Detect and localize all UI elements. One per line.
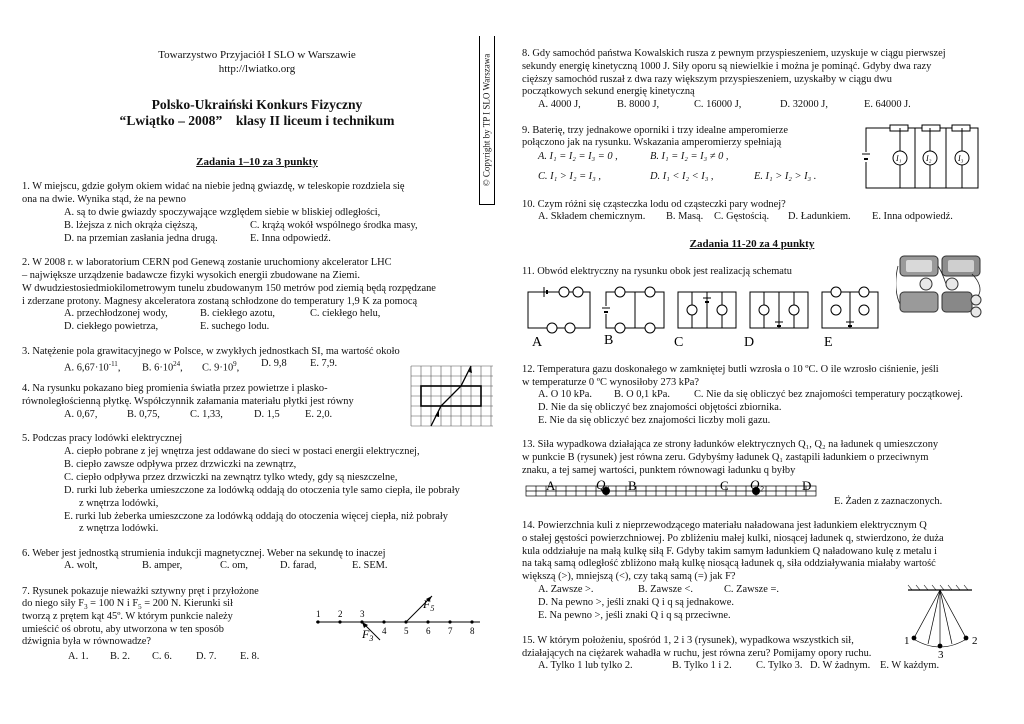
schematic-d (750, 292, 808, 328)
copyright-box (479, 36, 495, 205)
q6-option-a: A. wolt, (64, 560, 98, 571)
q11-text-1: 11. Obwód elektryczny na rysunku obok jest realizacją schematu (522, 266, 792, 277)
battery-bottom-right (942, 292, 972, 312)
q14-option-b: B. Zawsze <. (638, 584, 693, 595)
section-heading-2: Zadania 11-20 za 4 punkty (689, 238, 815, 250)
point-c-label: C (720, 478, 729, 493)
q5-option-d: D. rurki lub żeberka umieszczone za lodówką oddają do otoczenia tyle samo ciepła, ile pobrały (64, 485, 460, 496)
q14-text-3: kula oddziałuje na małą kulkę siłą F. Gdyby takim samym ładunkiem Q naładowano kulę z metalu i (522, 546, 937, 557)
point-label-1: 1 (316, 609, 321, 619)
q15-text-1: 15. W którym położeniu, spośród 1, 2 i 3 (rysunek), wypadkowa wszystkich sił, (522, 635, 854, 646)
force-f3-label: $F_3$ (362, 627, 374, 643)
q8-text-1: 8. Gdy samochód państwa Kowalskich rusza z pewnym przyspieszeniem, uzyskuje w ciągu pierwszej (522, 48, 946, 59)
bulb-1 (920, 278, 932, 290)
q8-option-c: C. 16000 J, (694, 99, 742, 110)
q2-option-d: D. ciekłego powietrza, (64, 321, 159, 332)
contest-title: Polsko-Ukraiński Konkurs Fizyczny (151, 97, 363, 112)
q8-text-3: cięższy samochód ruszał z dwa razy większym przyspieszeniem, uzyskałby w ciągu dwu (522, 74, 892, 85)
q5-option-d-cont: z wnętrza lodówki, (79, 498, 159, 509)
q9-text-1: 9. Baterię, trzy jednakowe oporniki i trzy idealne amperomierze (522, 125, 789, 136)
point-b-label: B (628, 478, 637, 493)
q15-option-b: B. Tylko 1 i 2. (672, 660, 732, 671)
q7-text-5: dźwignia była w równowadze? (22, 636, 151, 647)
section-heading-1: Zadania 1–10 za 3 punkty (196, 156, 318, 168)
q2-option-b: B. ciekłego azotu, (200, 308, 276, 319)
q15-text-2: działających na ciężarek wahadła w ruchu, jest równa zeru? Pomijamy opory ruchu. (522, 648, 872, 659)
q7-text-3: tworzą z prętem kąt 45º. W którym punkcie należy (22, 611, 233, 622)
q14-text-4: na taką samą odległość zbliżono małą kulkę niosącą ładunek q, siła oddziaływania miałaby wartość (522, 558, 936, 569)
q1-option-d: D. na przemian zasłania jedna drugą. (64, 233, 218, 244)
q15-option-a: A. Tylko 1 lub tylko 2. (538, 660, 633, 671)
real-circuit-photo (896, 252, 984, 326)
q9-option-e: E. I₁ > I₂ > I₃ . (754, 171, 817, 182)
q14-text-5: większą (>), mniejszą (<), czy taką samą (=) jak F? (522, 571, 736, 582)
q4-option-b: B. 0,75, (127, 409, 160, 420)
q8-text-2: sekundy energię kinetyczną 1000 J. Siły oporu są niewielkie i można je pominąć. Gdyby dwa razy (522, 61, 932, 72)
q9-option-b: B. I₁ = I₂ = I₃ ≠ 0 , (650, 151, 729, 162)
q13-option-e: E. Żaden z zaznaczonych. (834, 496, 943, 507)
schematic-a (528, 287, 590, 333)
q4-text-2: równoległościenną płytkę. Współczynnik załamania materiału płytki jest równy (22, 396, 354, 407)
q4-option-c: C. 1,33, (190, 409, 223, 420)
q6-text-1: 6. Weber jest jednostką strumienia indukcji magnetycznej. Weber na sekundę to inaczej (22, 548, 386, 559)
org-name: Towarzystwo Przyjaciół I SLO w Warszawie (158, 49, 356, 61)
point-label-2: 2 (338, 609, 343, 619)
q2-text-3: W dwudziestosiedmiokilometrowym tunelu zbudowanym 150 metrów pod ziemią będą rozpędzane (22, 283, 436, 294)
q6-option-c: C. om, (220, 560, 249, 571)
q10-option-a: A. Składem chemicznym. (538, 211, 646, 222)
q5-option-e-cont: z wnętrza lodówki. (79, 523, 159, 534)
q6-option-b: B. amper, (142, 560, 183, 571)
schematic-b (602, 287, 664, 333)
resistor-2 (922, 125, 940, 131)
point-a-label: A (546, 478, 556, 493)
arrow-head-bottom (435, 410, 439, 417)
copyright-text: © Copyright by TP I SLO Warszawa (481, 53, 492, 187)
q2-label: Q₂ (750, 477, 764, 492)
point-label-3: 3 (360, 609, 365, 619)
org-url[interactable]: http://lwiatko.org (218, 63, 296, 75)
q12-option-d: D. Nie da się obliczyć bez znajomości objętości zbiornika. (538, 402, 782, 413)
q10-text-1: 10. Czym różni się cząsteczka lodu od cząsteczki pary wodnej? (522, 199, 786, 210)
q5-text-1: 5. Podczas pracy lodówki elektrycznej (22, 433, 183, 444)
position-label-2: 2 (972, 635, 978, 647)
q14-option-d: D. Na pewno >, jeśli znaki Q i q są jednakowe. (538, 597, 735, 608)
q2-option-a: A. przechłodzonej wody, (64, 308, 168, 319)
q14-text-1: 14. Powierzchnia kuli z nieprzewodzącego materiału naładowana jest ładunkiem elektrycznym Q (522, 520, 927, 531)
lever-figure (310, 592, 492, 644)
resistor-1 (890, 125, 908, 131)
pendulum-figure (894, 584, 986, 660)
ammeter-label-1: I₁ (896, 154, 902, 163)
q3-option-e: E. 7,9. (310, 358, 338, 369)
ammeter-label-2: I₂ (926, 154, 932, 163)
q10-option-b: B. Masą. (666, 211, 704, 222)
q12-option-a: A. O 10 kPa. (538, 389, 592, 400)
q5-option-b: B. ciepło zawsze odpływa przez drzwiczki na zewnątrz, (64, 459, 297, 470)
q9-text-2: połączono jak na rysunku. Wskazania amperomierzy spełniają (522, 137, 782, 148)
point-label-4: 4 (382, 626, 387, 636)
schematic-label-b: B (604, 333, 614, 348)
charge-grid (526, 486, 816, 496)
q5-option-c: C. ciepło odpływa przez drzwiczki na zewnątrz tylko wtedy, gdy są nieszczelne, (64, 472, 398, 483)
q7-text-1: 7. Rysunek pokazuje nieważki sztywny pręt i przyłożone (22, 586, 259, 597)
q1-label: Q₁ (596, 477, 610, 492)
q6-option-e: E. SEM. (352, 560, 388, 571)
q2-option-c: C. ciekłego helu, (310, 308, 381, 319)
q1-text-2: ona na dwie. Wynika stąd, że na pewno (22, 194, 186, 205)
q3-option-d: D. 9,8 (261, 358, 287, 369)
q1-option-b: B. lżejsza z nich okrąża cięższą, (64, 220, 198, 231)
q1-option-e: E. Inna odpowiedź. (250, 233, 331, 244)
q3-option-b: B. $6\cdot 10^{24}$, (142, 360, 183, 374)
point-label-8: 8 (470, 626, 475, 636)
position-label-3: 3 (938, 649, 944, 660)
position-label-1: 1 (904, 635, 910, 647)
q4-option-a: A. 0,67, (64, 409, 98, 420)
point-d-label: D (802, 478, 812, 493)
q12-option-c: C. Nie da się obliczyć bez znajomości temperatury początkowej. (694, 389, 963, 400)
q8-option-b: B. 8000 J, (617, 99, 660, 110)
q4-text-1: 4. Na rysunku pokazano bieg promienia światła przez powietrze i plasko- (22, 383, 328, 394)
q13-text-1: 13. Siła wypadkowa działająca ze strony ładunków elektrycznych Q₁, Q₂ na ładunek q umieszczony (522, 439, 939, 450)
point-label-5: 5 (404, 626, 409, 636)
q7-text-2: do niego siły $F_3 = 100$ N i $F_5 = 200$ N. Kierunki sił (22, 598, 233, 612)
refraction-grid-figure (409, 364, 495, 434)
bulb-2 (946, 278, 958, 290)
q10-option-c: C. Gęstością. (714, 211, 770, 222)
q1-option-c: C. krążą wokół wspólnego środka masy, (250, 220, 418, 231)
bob-position-3 (938, 644, 943, 649)
q12-option-e: E. Nie da się obliczyć bez znajomości liczby moli gazu. (538, 415, 771, 426)
bulb-4 (971, 307, 981, 317)
q7-option-b: B. 2. (110, 651, 130, 662)
q2-option-e: E. suchego lodu. (200, 321, 270, 332)
schematic-c (678, 292, 736, 328)
schematic-label-c: C (674, 335, 684, 350)
q8-option-a: A. 4000 J, (538, 99, 581, 110)
q7-text-4: umieścić oś obrotu, aby utworzona w ten sposób (22, 624, 225, 635)
q10-option-e: E. Inna odpowiedź. (872, 211, 953, 222)
q5-option-a: A. ciepło pobrane z jej wnętrza jest oddawane do sieci w postaci energii elektrycznej, (64, 446, 420, 457)
pendulum-strings (914, 590, 966, 646)
q2-text-1: 2. W 2008 r. w laboratorium CERN pod Genewą zostanie uruchomiony akcelerator LHC (22, 257, 392, 268)
point-label-6: 6 (426, 626, 431, 636)
q3-option-c: C. $9\cdot 10^9$, (202, 360, 240, 374)
q3-text-1: 3. Natężenie pola grawitacyjnego w Polsce, w zwykłych jednostkach SI, ma wartość około (22, 346, 400, 357)
q1-text-1: 1. W miejscu, gdzie gołym okiem widać na niebie jedną gwiazdę, w teleskopie rozdziela się (22, 181, 405, 192)
q1-option-a: A. są to dwie gwiazdy spoczywające względem siebie w bliskiej odległości, (64, 207, 381, 218)
bob-position-1 (912, 636, 917, 641)
q15-option-d: D. W żadnym. (810, 660, 871, 671)
q14-option-c: C. Zawsze =. (724, 584, 779, 595)
schematic-label-d: D (744, 335, 755, 350)
schematic-label-e: E (824, 335, 833, 350)
schematic-options-figure (522, 282, 882, 350)
q14-option-e: E. Na pewno >, jeśli znaki Q i q są przeciwne. (538, 610, 731, 621)
contest-subtitle: “Lwiątko – 2008” klasy II liceum i technikum (119, 113, 395, 128)
q8-option-d: D. 32000 J, (780, 99, 828, 110)
q13-text-3: znaku, a tej samej wartości, punktem równowagi ładunku q byłby (522, 465, 796, 476)
q5-option-e: E. rurki lub żeberka umieszczone za lodówką oddają do otoczenia więcej ciepła, niż pobrały (64, 511, 448, 522)
q13-text-2: w punkcie B (rysunek) jest równa zeru. Gdybyśmy ładunek Q₁ zastąpili ładunkiem o przeciwnym (522, 452, 929, 463)
q12-text-1: 12. Temperatura gazu doskonałego w zamkniętej butli wzrosła o 10 ºC. O ile wzrosło ciśnienie, jeśli (522, 364, 939, 375)
charge-line-figure (522, 476, 822, 500)
q7-option-c: C. 6. (152, 651, 172, 662)
q6-option-d: D. farad, (280, 560, 317, 571)
bulb-3 (971, 295, 981, 305)
ammeter-circuit-figure (860, 122, 986, 196)
q2-text-4: i zderzane protony. Magnesy akceleratora zostaną schłodzone do temperatury 1,9 K za pomocą (22, 296, 418, 307)
q7-option-a: A. 1. (68, 651, 89, 662)
q2-text-2: – największe urządzenie badawcze fizyki wysokich energii zbudowane na Ziemi. (22, 270, 360, 281)
q8-text-4: początkowych sekund energię kinetyczną (522, 86, 695, 97)
force-f5-label: $F_5$ (423, 597, 435, 613)
q4-option-e: E. 2,0. (305, 409, 333, 420)
q7-option-e: E. 8. (240, 651, 260, 662)
q9-option-d: D. I₁ < I₂ < I₃ , (650, 171, 714, 182)
q12-option-b: B. O 0,1 kPa. (614, 389, 670, 400)
q3-option-a: A. $6,67\cdot 10^{-11}$, (64, 360, 121, 374)
q7-option-d: D. 7. (196, 651, 217, 662)
q4-option-d: D. 1,5 (254, 409, 280, 420)
battery-bottom-left (900, 292, 938, 312)
q9-option-a: A. I₁ = I₂ = I₃ = 0 , (538, 151, 618, 162)
q15-option-e: E. W każdym. (880, 660, 940, 671)
point-label-7: 7 (448, 626, 453, 636)
ammeter-label-3: I₃ (958, 154, 964, 163)
bob-position-2 (964, 636, 969, 641)
q14-option-a: A. Zawsze >. (538, 584, 594, 595)
q9-option-c: C. I₁ > I₂ = I₃ , (538, 171, 601, 182)
q8-option-e: E. 64000 J. (864, 99, 911, 110)
resistor-3 (952, 125, 970, 131)
q15-option-c: C. Tylko 3. (756, 660, 803, 671)
schematic-e (822, 287, 878, 328)
schematic-label-a: A (532, 335, 543, 350)
q12-text-2: w temperaturze 0 ºC wynosiłoby 273 kPa? (522, 377, 699, 388)
q14-text-2: o stałej gęstości powierzchniowej. Po zbliżeniu małej kulki, niosącej ładunek q, stwierdzono, że duża (522, 533, 944, 544)
q10-option-d: D. Ładunkiem. (788, 211, 851, 222)
